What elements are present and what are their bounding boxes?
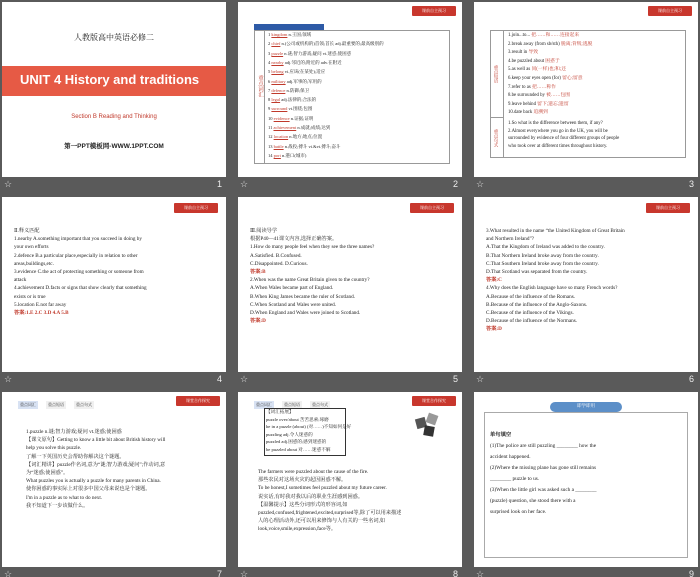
vocab-row-meaning: n.(公司或机构的)首领;首长 adj.最重要的;最高级别的	[280, 41, 384, 47]
phrase-meaning: 脱离;背叛;逃脱	[560, 41, 593, 47]
vocab-row-word: location	[273, 134, 289, 140]
slide-8-line: 那些农民对这场火灾的起因困惑不解。	[258, 477, 347, 484]
slide-8-line: 人的心理活动外,还可以用来修饰与人有关的一些名词,如	[258, 518, 386, 525]
slide-7-line: help you solve this puzzle.	[26, 445, 82, 452]
vocab-row	[268, 144, 341, 150]
slide-2-badge: 课前自主预习	[412, 6, 456, 16]
slide-7-line: 我不知道下一步该做什么。	[26, 502, 89, 509]
slide-7-body	[26, 428, 216, 510]
vocab-row-num: 14	[268, 152, 274, 158]
slide-7-tab-sentences[interactable]: 重点句式	[76, 402, 92, 407]
slide-8-line: 说实话,有时我对我以后的职业生涯感到困惑。	[258, 493, 364, 500]
vocab-row-meaning: n.战役;搏斗 vi.&vt.搏斗;奋斗	[283, 143, 341, 149]
vocab-row-word: kingdom	[271, 32, 288, 37]
phrase-meaning: 困惑于	[545, 58, 560, 64]
phrase-meaning: 留心;留意	[562, 76, 583, 81]
phrase-row	[508, 75, 583, 82]
slide-7-line: 使你困惑的事实际上对很多中国父母来说也是个谜题。	[26, 486, 151, 493]
vocab-row	[268, 134, 322, 140]
slide-5-number: 5	[453, 374, 459, 384]
slide-8-box-line: be puzzled about 对……迷惑不解	[266, 447, 331, 452]
slide-2-side-label: 重点词汇	[257, 75, 263, 97]
slide-5-heading: Ⅲ.阅读导学	[250, 228, 278, 234]
slide-1-unit: UNIT 4 History and traditions	[20, 72, 200, 87]
sentence-row: who took over at different times throughout history.	[508, 143, 608, 149]
slide-4-number: 4	[217, 374, 223, 384]
slide-5-lines	[250, 235, 452, 325]
slide-7-line: I'm in a puzzle as to what to do next.	[26, 494, 103, 501]
slide-4-body	[14, 227, 216, 317]
vocab-row-meaning: vi.应该(在某处);适应	[283, 69, 326, 75]
slide-2-star-icon[interactable]: ☆	[240, 179, 249, 189]
slide-4-line: 1.nearby A.something important that you succeed in doing by	[14, 236, 142, 243]
vocab-row	[268, 116, 313, 122]
slide-4-line: exists or is true	[14, 293, 46, 300]
phrase-text: 6.keep your eyes open (for)	[508, 76, 563, 81]
slide-7-line: What puzzles you is actually a puzzle for many parents in China.	[26, 478, 161, 485]
vocab-row-word: battle	[273, 143, 284, 149]
phrase-text: 2.break away (from sb/sth)	[508, 41, 561, 47]
vocab-row-meaning: n.谜;智力游戏;疑问 vt.迷惑;使困惑	[283, 50, 352, 56]
vocab-row-meaning: adj.邻近的;附近的 adv.在附近	[283, 59, 342, 65]
sentence-row: 2.Almost everywhere you go in the UK, you will be	[508, 128, 608, 134]
slide-8-tab-vocab[interactable]: 重点词汇	[256, 402, 272, 407]
vocab-row-meaning: n.成就;成绩;达到	[296, 125, 331, 130]
slide-4-lines	[14, 235, 216, 309]
slide-8-box-line: puzzle over/about 苦苦思索;琢磨	[266, 416, 329, 422]
slide-6-lines	[486, 227, 688, 334]
slide-7-line: 【词汇精讲】puzzle作名词,意为“谜;智力游戏;疑问”;作动词,意	[26, 461, 166, 468]
slide-8-box-line: 【词汇拓展】	[266, 409, 294, 414]
slide-7-line: 了解一下英国历史会帮助你解决这个谜题。	[26, 453, 125, 460]
slide-1-site: 第一PPT模板网-WWW.1PPT.COM	[64, 143, 164, 150]
slide-4-line: 3.evidence C.the act of protecting something or someone from	[14, 269, 144, 276]
vocab-row-word: chief	[271, 41, 281, 47]
phrase-row	[508, 41, 592, 48]
vocab-row-meaning: adj.军事的;军用的	[285, 78, 322, 84]
slide-9-line: ________ puzzle to us.	[490, 476, 540, 482]
phrase-row	[508, 49, 538, 56]
vocab-row-num: 2	[268, 41, 272, 47]
vocab-row-word: port	[273, 152, 281, 158]
slide-6-line: D.Because of the influence of the Normans.	[486, 318, 578, 325]
slide-thumbnail-1[interactable]	[2, 2, 226, 177]
slide-7-line: 为“迷惑;使困惑”。	[26, 470, 69, 477]
slide-8-box-line: puzzled adj.困惑的;感到迷惑的	[266, 439, 327, 445]
sentence-row: 1.So what is the difference between them, if any?	[508, 121, 603, 126]
vocab-row-num: 8	[268, 97, 272, 103]
slide-6-line: and Northern Ireland”?	[486, 236, 535, 243]
phrase-meaning: 把……和……连接起来	[531, 33, 580, 38]
phrase-meaning: 留下;遗忘;遗留	[537, 101, 569, 107]
vocab-row	[268, 97, 316, 103]
puzzle-pieces-icon	[412, 410, 442, 440]
slide-8-line: puzzled,confused,frightened,excited,surprised等,除了可以用来描述	[258, 510, 402, 517]
slide-thumbnail-7[interactable]	[2, 392, 226, 567]
vocab-row-num: 3	[268, 50, 272, 56]
vocab-row	[268, 51, 351, 57]
vocab-row-word: surround	[271, 106, 288, 112]
slide-4-line: 2.defence B.a particular place,especially in relation to other	[14, 252, 138, 259]
vocab-row-num: 7	[268, 87, 272, 93]
phrase-row	[508, 32, 579, 39]
slide-9-line: (2)Where the missing plane has gone still remains	[490, 465, 597, 471]
slide-5-line: B.When King James became the ruler of Scotland.	[250, 293, 356, 300]
slide-6-line: B.Because of the influence of the Anglo-Saxons.	[486, 301, 588, 308]
slide-8-line: look,voice,smile,expression,face等。	[258, 526, 337, 533]
slide-8-number: 8	[453, 569, 459, 577]
phrase-text: 9.leave behind	[508, 101, 538, 107]
phrase-text: 7.refer to as	[508, 84, 532, 90]
slide-9-lines	[490, 441, 684, 518]
slide-1-star-icon[interactable]: ☆	[4, 179, 13, 189]
vocab-row-word: military	[271, 78, 286, 84]
vocab-row-meaning: n.王国;领域	[287, 32, 312, 37]
slide-9-number: 9	[689, 569, 695, 577]
slide-5-line: A.Satisfied. B.Confused.	[250, 252, 302, 259]
vocab-row-word: defence	[271, 87, 286, 93]
vocab-row-word: evidence	[273, 115, 290, 121]
slide-8-line: The farmers were puzzled about the cause of the fire.	[258, 469, 369, 475]
slide-9-star-icon[interactable]: ☆	[476, 569, 485, 577]
slide-6-line: 答案:D	[486, 326, 502, 333]
slide-7-tab-phrases[interactable]: 重点短语	[48, 402, 64, 407]
vocab-row-word: nearby	[271, 59, 284, 65]
slide-4-answer: 答案:1.E 2.C 3.D 4.A 5.B	[14, 310, 69, 317]
slide-thumbnail-9[interactable]	[474, 392, 698, 567]
vocab-row-num: 12	[268, 134, 274, 140]
phrase-meaning: 同(一样)也;和;还	[531, 67, 567, 73]
slide-6-line: 4.Why does the English language have so many French words?	[486, 285, 618, 292]
slide-8-tab-sentences[interactable]: 重点句式	[312, 402, 328, 407]
phrase-text: 8.be surrounded by	[508, 93, 547, 99]
slide-4-line: attack	[14, 277, 27, 284]
phrase-meaning: 把……称作	[531, 84, 556, 90]
vocab-row-meaning: n.证据;证明	[289, 115, 314, 121]
vocab-row	[268, 125, 330, 131]
slide-thumbnail-2[interactable]	[238, 2, 462, 177]
slide-8-body	[258, 468, 452, 534]
slide-9-body	[490, 430, 684, 518]
phrase-text: 5.as well as	[508, 67, 532, 73]
slide-5-line: 答案:D	[250, 318, 266, 325]
vocab-row-num: 5	[268, 69, 272, 75]
phrase-row	[508, 92, 570, 99]
slide-7-badge: 课堂合作探究	[176, 396, 220, 406]
slide-7-tab-vocab[interactable]: 重点词汇	[20, 402, 36, 407]
slide-5-line: A.When Wales became part of England.	[250, 285, 334, 292]
slide-thumbnail-3[interactable]	[474, 2, 698, 177]
vocab-row-num: 9	[268, 106, 272, 112]
slide-6-line: D.That Scotland was separated from the country.	[486, 269, 588, 276]
slide-6-star-icon[interactable]: ☆	[476, 374, 485, 384]
slide-thumbnail-6[interactable]	[474, 197, 698, 372]
slide-4-line: your own efforts	[14, 244, 49, 251]
slide-9-line: accident happened.	[490, 454, 531, 460]
slide-6-line: 答案:C	[486, 277, 502, 284]
slide-3-star-icon[interactable]: ☆	[476, 179, 485, 189]
slide-5-line: 答案:B	[250, 269, 266, 276]
vocab-row	[268, 106, 312, 112]
slide-8-tab-phrases[interactable]: 重点短语	[284, 402, 300, 407]
slide-thumbnail-4[interactable]	[2, 197, 226, 372]
slide-9-title: 单句填空	[490, 432, 512, 438]
slide-6-line: B.That Northern Ireland broke away from the country.	[486, 252, 599, 259]
slide-6-line: C.That Southern Ireland broke away from the country.	[486, 260, 599, 267]
slide-2-side	[254, 30, 265, 164]
slide-6-line: 3.What resulted in the name “the United Kingdom of Great Britain	[486, 228, 625, 234]
slide-9-line: (1)The police are still puzzling ________ how the	[490, 443, 597, 449]
slide-5-line: 根据P40—41课文内容,选择正确答案。	[250, 236, 338, 243]
phrase-meaning: 导致	[528, 50, 538, 56]
vocab-row-num: 6	[268, 78, 272, 84]
slide-6-body	[486, 227, 688, 334]
slide-4-line: 4.achievement D.facts or signs that show clearly that something	[14, 285, 147, 292]
slide-3-phr-side	[490, 30, 504, 118]
vocab-row-word: legal	[271, 97, 281, 103]
vocab-row-num: 4	[268, 59, 272, 65]
slide-8-badge: 课堂合作探究	[412, 396, 456, 406]
slide-5-line: C.Disappointed. D.Curious.	[250, 260, 308, 267]
slide-1-title: 人教版高中英语必修二	[74, 33, 154, 42]
vocab-row-word: achievement	[273, 125, 297, 130]
slide-6-line: A.Because of the influence of the Romans.	[486, 293, 576, 300]
slide-3-sent-label: 重点句式	[493, 129, 498, 147]
slide-5-star-icon[interactable]: ☆	[240, 374, 249, 384]
slide-8-line: 【温馨提示】这些分词形式的形容词,如	[258, 501, 348, 508]
slide-9-line: (3)When the little girl was asked such a ________	[490, 487, 597, 493]
slide-4-badge: 课前自主预习	[174, 203, 218, 213]
slide-2-number: 2	[453, 179, 459, 189]
phrase-text: 4.be puzzled about	[508, 58, 546, 64]
slide-7-number: 7	[217, 569, 223, 577]
phrase-row	[508, 66, 566, 73]
slide-8-line: To be honest,I sometimes feel puzzled about my future career.	[258, 485, 387, 492]
vocab-row	[268, 41, 384, 47]
vocab-row-meaning: n.港口(城市)	[280, 152, 307, 158]
phrase-row	[508, 58, 560, 65]
slide-8-star-icon[interactable]: ☆	[240, 569, 249, 577]
phrase-text: 1.join...to...	[508, 33, 532, 38]
slide-7-star-icon[interactable]: ☆	[4, 569, 13, 577]
slide-8-lines	[258, 468, 452, 534]
slide-8-box-line: be in a puzzle (about) (对……)不知如何是好	[266, 424, 352, 430]
phrase-text: 3.result in	[508, 50, 529, 56]
vocab-row-word: puzzle	[271, 50, 284, 56]
vocab-row	[268, 88, 309, 94]
slide-4-line: areas,buildings,etc.	[14, 260, 54, 267]
slide-5-line: C.When Scotland and Wales were united.	[250, 301, 337, 308]
vocab-row-word: belong	[271, 69, 284, 75]
vocab-row	[268, 69, 325, 75]
slide-6-badge: 课前自主预习	[646, 203, 690, 213]
slide-3-number: 3	[689, 179, 695, 189]
phrase-row	[508, 84, 556, 91]
phrase-meaning: 被……包围	[546, 93, 571, 99]
vocab-row-meaning: n.地方;地点;位置	[288, 134, 323, 140]
slide-thumbnail-5[interactable]	[238, 197, 462, 372]
slide-5-line: 2.When was the name Great Britain given to the country?	[250, 277, 370, 284]
slide-4-star-icon[interactable]: ☆	[4, 374, 13, 384]
slide-4-heading: Ⅱ.释义匹配	[14, 228, 40, 234]
slide-7-lines	[26, 428, 216, 510]
vocab-row-num: 10	[268, 115, 274, 121]
vocab-row	[268, 153, 306, 159]
vocab-row	[268, 79, 322, 85]
phrase-row	[508, 101, 569, 108]
vocab-row-meaning: vt.围绕;包围	[287, 106, 313, 112]
vocab-row-meaning: adj.法律的;合法的	[280, 97, 317, 103]
slide-thumbnail-8[interactable]	[238, 392, 462, 567]
slide-9-line: (puzzle) question, she stood there with a	[490, 498, 576, 504]
slide-3-phr-label: 重点短语	[493, 64, 498, 83]
slide-8-box-line: puzzling adj.令人迷惑的	[266, 431, 313, 437]
sentence-row: surrounded by evidence of four different groups of people	[508, 136, 620, 141]
slide-3-badge: 课前自主预习	[648, 6, 692, 16]
vocab-row	[268, 60, 342, 66]
slide-5-line: 1.How do many people feel when they see the three names?	[250, 244, 375, 251]
slide-6-number: 6	[689, 374, 695, 384]
vocab-row-num: 13	[268, 143, 274, 149]
slide-6-line: C.Because of the influence of the Vikings.	[486, 310, 574, 317]
slide-6-line: A.That the Kingdom of Ireland was added to the country.	[486, 244, 605, 251]
phrase-row	[508, 109, 548, 116]
slide-4-line: 5.location E.not far away	[14, 301, 67, 308]
slide-9-head: 即学即用	[550, 402, 622, 412]
vocab-row-num: 11	[268, 125, 274, 130]
slide-1-number: 1	[217, 179, 223, 189]
phrase-text: 10.date back	[508, 110, 534, 116]
slide-7-line: 【课文原句】Getting to know a little bit about British history will	[26, 437, 166, 444]
vocab-row-num: 1	[268, 32, 272, 37]
slide-7-line: 1.puzzle n.谜;智力游戏;疑问 vt.迷惑;使困惑	[26, 429, 122, 435]
slide-3-sent-side	[490, 118, 504, 158]
slide-9-line: surprised look on her face.	[490, 509, 547, 515]
vocab-row	[268, 32, 311, 38]
phrase-meaning: 追溯到	[533, 110, 548, 116]
vocab-row-meaning: n.防御;保卫	[285, 87, 310, 93]
slide-1-section: Section B Reading and Thinking	[71, 114, 157, 120]
slide-5-body	[250, 227, 452, 325]
slide-5-badge: 课前自主预习	[410, 203, 454, 213]
slide-7-tabs	[18, 401, 94, 409]
slide-5-line: D.When England and Wales were joined to Scotland.	[250, 310, 361, 317]
